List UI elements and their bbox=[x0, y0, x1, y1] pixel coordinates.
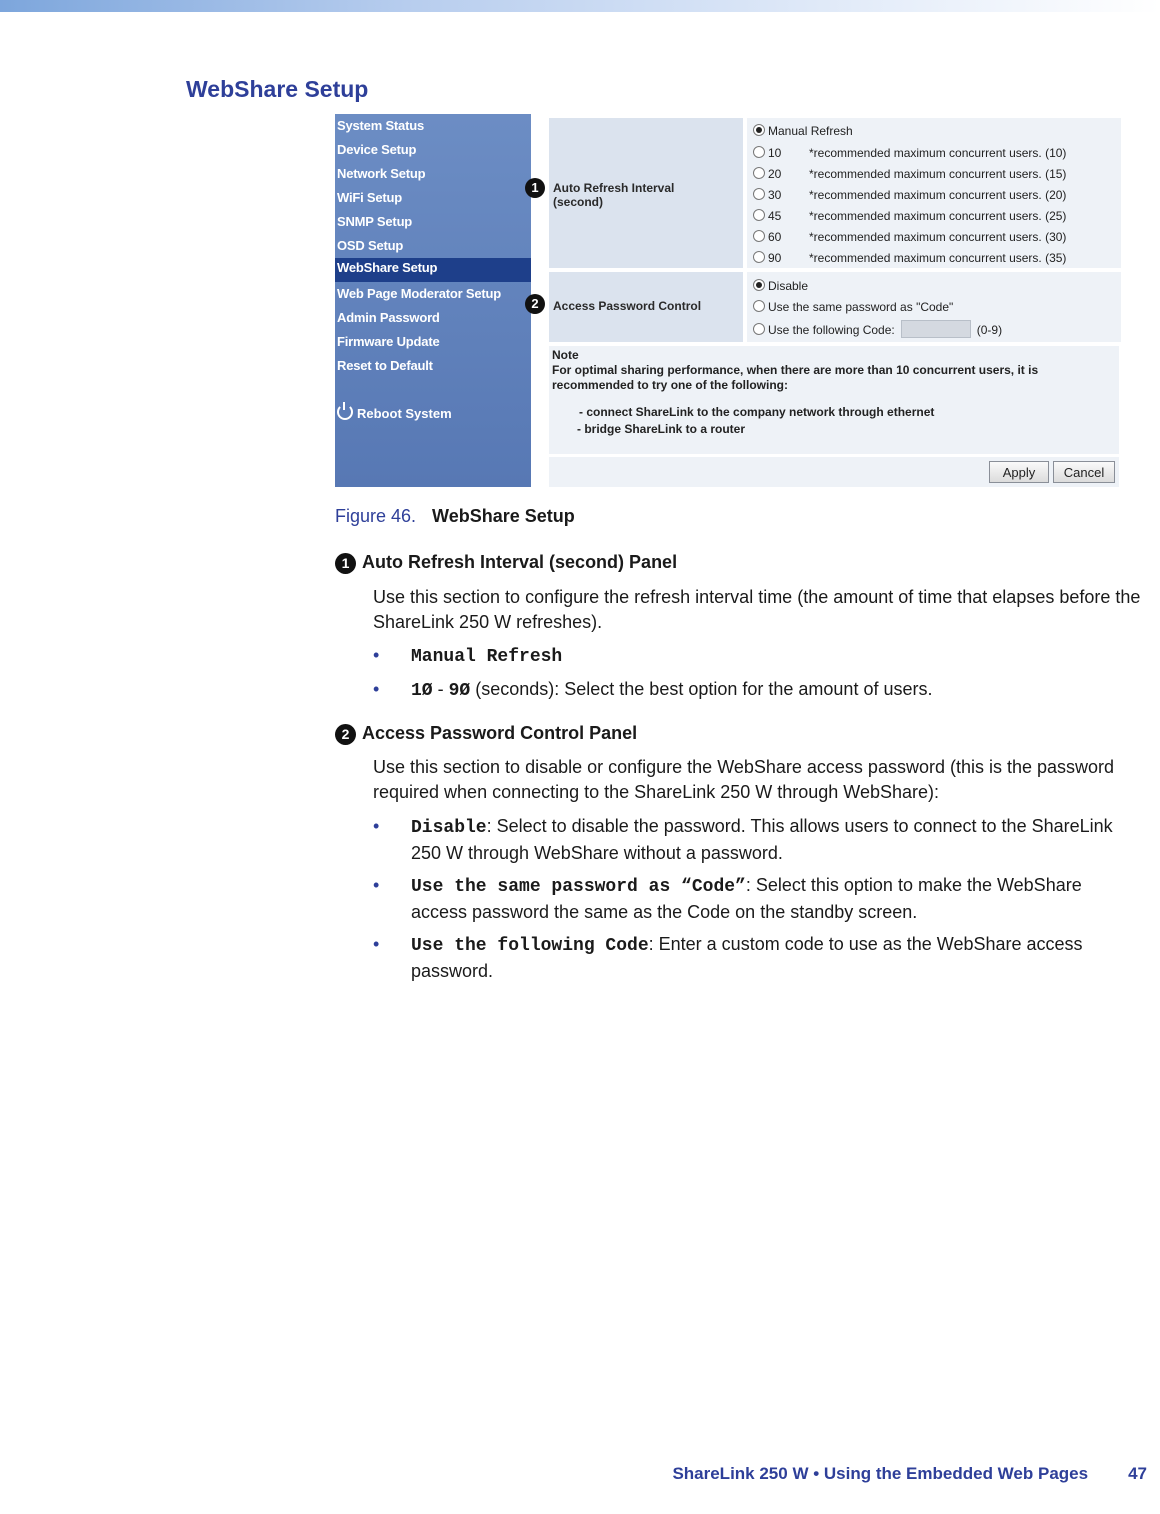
note-item-1: - connect ShareLink to the company network through ethernet bbox=[579, 405, 935, 419]
radio-30[interactable]: 30 *recommended maximum concurrent users. (20) bbox=[753, 188, 781, 202]
radio-90[interactable]: 90 *recommended maximum concurrent users. (35) bbox=[753, 251, 781, 265]
page-number: 47 bbox=[1128, 1464, 1147, 1483]
radio-same-password[interactable]: Use the same password as "Code" bbox=[753, 300, 953, 314]
apply-button[interactable]: Apply bbox=[989, 461, 1049, 483]
figure-caption bbox=[335, 506, 575, 527]
reboot-system-link[interactable] bbox=[337, 404, 452, 421]
callout-number-1: 1 bbox=[335, 553, 356, 574]
section-2-heading-text: Access Password Control Panel bbox=[362, 723, 638, 743]
nav-item-device-setup[interactable]: Device Setup bbox=[337, 142, 417, 157]
radio-manual-refresh[interactable]: Manual Refresh bbox=[753, 124, 853, 138]
note-item-2: - bridge ShareLink to a router bbox=[577, 422, 746, 436]
password-control-options bbox=[747, 272, 1121, 342]
bullet-dot: • bbox=[373, 875, 380, 895]
header-band bbox=[0, 0, 1160, 12]
radio-60[interactable]: 60 *recommended maximum concurrent users. (30) bbox=[753, 230, 781, 244]
sidebar bbox=[335, 114, 531, 487]
button-row bbox=[549, 457, 1119, 487]
nav-item-admin-password[interactable]: Admin Password bbox=[337, 310, 440, 325]
radio-selected-icon bbox=[753, 124, 765, 136]
note-line-2: recommended to try one of the following: bbox=[552, 378, 789, 392]
password-control-label: Access Password Control bbox=[553, 299, 702, 313]
nav-item-webshare-setup[interactable]: WebShare Setup bbox=[335, 258, 531, 282]
auto-refresh-label-unit: (second) bbox=[553, 195, 604, 209]
nav-item-snmp-setup[interactable]: SNMP Setup bbox=[337, 214, 413, 229]
nav-item-reset-to-default[interactable]: Reset to Default bbox=[337, 358, 433, 373]
nav-item-osd-setup[interactable]: OSD Setup bbox=[337, 238, 404, 253]
section-2-bullet-3: • Use the following Code: Enter a custom code to use as the WebShare access password. bbox=[373, 934, 1083, 981]
radio-icon bbox=[753, 251, 765, 263]
radio-icon bbox=[753, 188, 765, 200]
section-2-bullet-2: • Use the same password as “Code”: Select this option to make the WebShare access password the same as the Code on the standby screen. bbox=[373, 875, 1082, 922]
section-2-heading bbox=[335, 723, 637, 745]
cancel-button[interactable]: Cancel bbox=[1053, 461, 1115, 483]
password-control-label-cell bbox=[549, 272, 743, 342]
radio-20[interactable]: 20 *recommended maximum concurrent users. (15) bbox=[753, 167, 781, 181]
note-line-1: For optimal sharing performance, when there are more than 10 concurrent users, it is bbox=[552, 363, 1039, 377]
power-icon bbox=[337, 404, 353, 420]
radio-icon bbox=[753, 167, 765, 179]
auto-refresh-label: Auto Refresh Interval bbox=[553, 181, 675, 195]
section-1-heading-text: Auto Refresh Interval (second) Panel bbox=[362, 552, 678, 572]
nav-item-web-page-moderator-setup[interactable]: Web Page Moderator Setup bbox=[337, 286, 501, 301]
auto-refresh-options bbox=[747, 118, 1121, 268]
radio-45[interactable]: 45 *recommended maximum concurrent users. (25) bbox=[753, 209, 781, 223]
nav-item-system-status[interactable]: System Status bbox=[337, 118, 424, 133]
nav-item-wifi-setup[interactable]: WiFi Setup bbox=[337, 190, 403, 205]
radio-icon bbox=[753, 323, 765, 335]
note-title: Note bbox=[552, 348, 579, 362]
radio-icon bbox=[753, 146, 765, 158]
nav-item-firmware-update[interactable]: Firmware Update bbox=[337, 334, 440, 349]
bullet-dot: • bbox=[373, 934, 380, 954]
webshare-screenshot bbox=[335, 114, 1125, 487]
section-2-bullet-1: • Disable: Select to disable the password. This allows users to connect to the ShareLink 250 W through WebShare without a password. bbox=[373, 816, 1113, 863]
figure-number: Figure 46. bbox=[335, 506, 417, 526]
radio-disable[interactable]: Disable bbox=[753, 279, 808, 293]
callout-2: 2 bbox=[525, 294, 545, 314]
auto-refresh-label-cell bbox=[549, 118, 743, 268]
section-1-bullet-1: • Manual Refresh bbox=[373, 645, 563, 667]
footer-text: ShareLink 250 W • Using the Embedded Web Pages bbox=[672, 1464, 1089, 1483]
radio-selected-icon bbox=[753, 279, 765, 291]
radio-following-code[interactable]: Use the following Code: (0-9) bbox=[753, 320, 1002, 338]
figure-title: WebShare Setup bbox=[432, 506, 575, 526]
callout-number-2: 2 bbox=[335, 724, 356, 745]
page-footer bbox=[672, 1464, 1147, 1484]
section-1-heading bbox=[335, 552, 677, 574]
section-2-paragraph: Use this section to disable or configure the WebShare access password (this is the password required when connecting to the ShareLink 250 W through WebShare): bbox=[373, 757, 1115, 802]
reboot-label: Reboot System bbox=[357, 406, 452, 421]
radio-10[interactable]: 10 *recommended maximum concurrent users. (10) bbox=[753, 146, 781, 160]
section-title: WebShare Setup bbox=[186, 76, 369, 102]
callout-1: 1 bbox=[525, 178, 545, 198]
radio-icon bbox=[753, 300, 765, 312]
code-input[interactable] bbox=[901, 320, 971, 338]
settings-area bbox=[531, 114, 1125, 487]
bullet-dot: • bbox=[373, 816, 380, 836]
section-1-paragraph: Use this section to configure the refresh interval time (the amount of time that elapses before the ShareLink 250 W refreshes). bbox=[373, 587, 1141, 632]
code-hint: (0-9) bbox=[976, 323, 1003, 337]
radio-icon bbox=[753, 209, 765, 221]
section-1-bullet-2: • 1Ø - 9Ø (seconds): Select the best option for the amount of users. bbox=[373, 679, 933, 701]
nav-item-network-setup[interactable]: Network Setup bbox=[337, 166, 426, 181]
note-box bbox=[549, 346, 1119, 454]
bullet-dot: • bbox=[373, 679, 380, 699]
radio-icon bbox=[753, 230, 765, 242]
bullet-dot: • bbox=[373, 645, 380, 665]
